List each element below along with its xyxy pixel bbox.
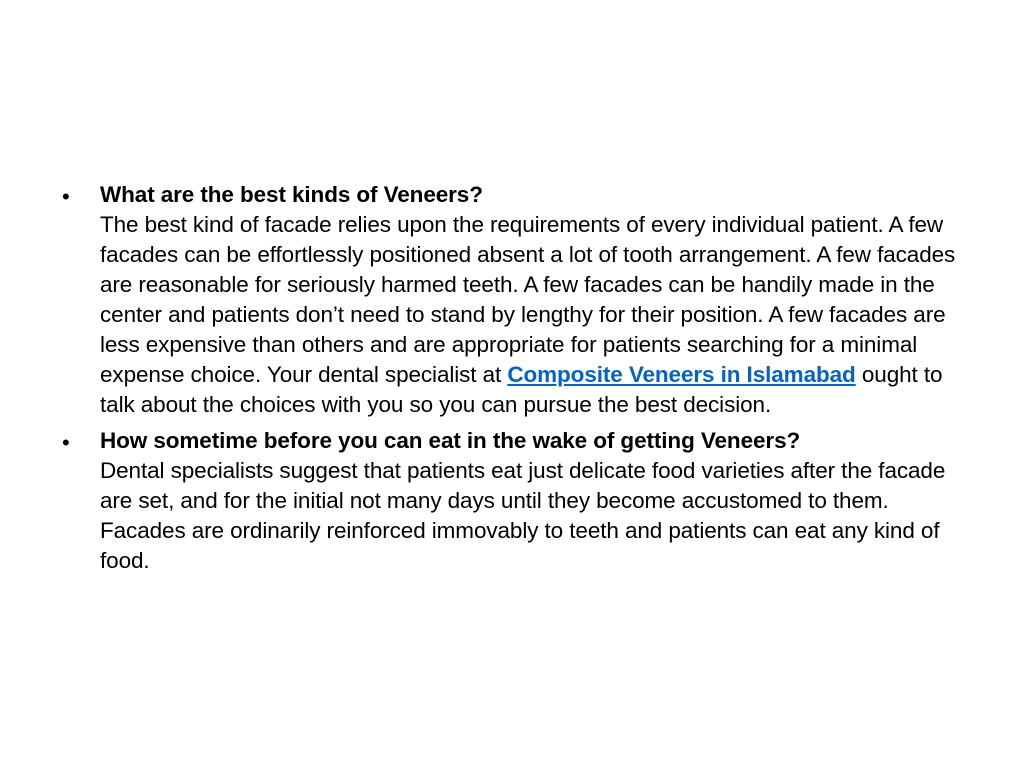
answer-text-part: The best kind of facade relies upon the requirements of every individual patient. A few facades can be effortlessly positioned absent a lot of tooth arrangement. A few facades are reasonable for seriously harmed teeth. A few facades can be handily made in the center and patients don’t need to stand by lengthy for their position. A few facades are less expensive than others and are appropriate for patients searching for a minimal expense choice. Your dental specialist at [100,212,956,387]
answer-text-part: ought to talk about the choices with you so you can pursue the best decision. [100,362,943,417]
bullet-item-eating-after [62,426,977,576]
bullet-dot-icon: • [62,430,70,455]
composite-veneers-link[interactable]: Composite Veneers in Islamabad [507,362,856,387]
answer-text: Dental specialists suggest that patients eat just delicate food varieties after the facade are set, and for the initial not many days until they become accustomed to them. Facades are ordinarily reinforced immovably to teeth and patients can eat any kind of food. [100,458,946,573]
question-heading: What are the best kinds of Veneers? [100,182,483,207]
bullet-dot-icon: • [62,184,70,209]
question-heading: How sometime before you can eat in the wake of getting Veneers? [100,428,801,453]
bullet-item-best-kinds [62,180,977,420]
answer-text [100,210,977,420]
bullet-list [62,180,977,582]
